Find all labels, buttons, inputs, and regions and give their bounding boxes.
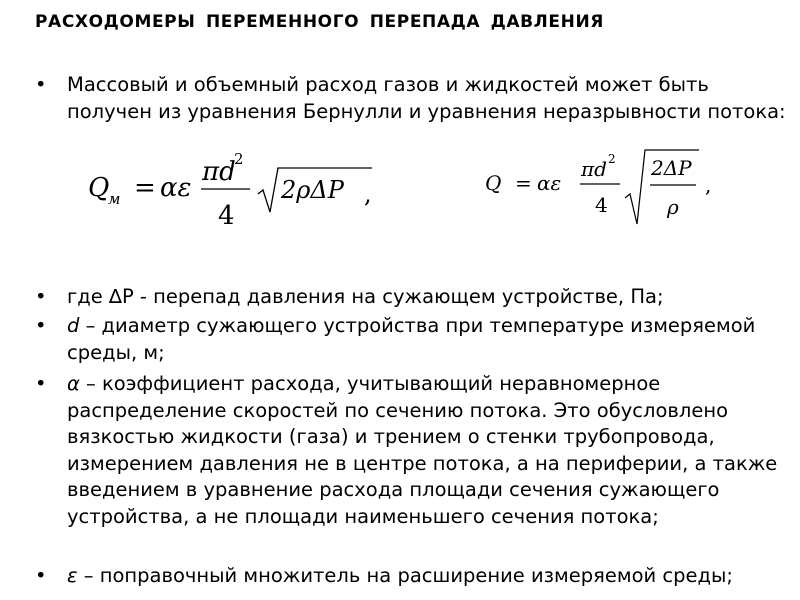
list-item-text xyxy=(67,563,795,590)
formula-mass-radicand: 2ρΔP xyxy=(281,176,344,204)
formula-volume-numerator: πd xyxy=(581,157,607,181)
list-item-description: – поправочный множитель на расширение измеряемой среды; xyxy=(77,564,733,587)
list-item-text xyxy=(67,284,795,311)
formula-volume-denominator: 4 xyxy=(595,193,608,217)
formula-mass-numerator: πd xyxy=(202,157,236,187)
formula-volume-coefficient: αε xyxy=(537,171,562,195)
list-item-text xyxy=(67,371,795,530)
bullet-marker: • xyxy=(35,285,47,308)
bullet-marker: • xyxy=(35,73,47,96)
formula-volume-trailing-comma: , xyxy=(705,173,712,197)
formula-volume-equals: = xyxy=(515,171,532,195)
formula-volume-lhs: Q xyxy=(485,171,502,195)
formula-volume-radicand-numerator: 2ΔP xyxy=(651,156,692,180)
list-item-symbol: d xyxy=(67,314,80,337)
formula-mass-trailing-comma: , xyxy=(364,180,372,208)
list-item xyxy=(35,313,795,366)
list-item xyxy=(35,284,795,311)
list-item xyxy=(35,371,795,530)
formula-volume-numerator-exponent: 2 xyxy=(608,152,616,166)
slide-title: РАСХОДОМЕРЫ ПЕРЕМЕННОГО ПЕРЕПАДА ДАВЛЕНИЯ xyxy=(35,12,604,32)
formula-mass-equals: = xyxy=(134,173,156,203)
list-item-text xyxy=(67,313,795,366)
list-item-description: – коэффициент расхода, учитывающий неравномерное распределение скоростей по сечению потока. Это обусловлено вязкостью жидкости (газа) и трением о стенки трубопровода, измерением давления не в центре потока, а на периферии, а также введением в уравнение расхода площади сечения сужающего устройства, а не площади наименьшего сечения потока; xyxy=(67,372,778,528)
bullet-marker: • xyxy=(35,564,47,587)
formula-mass-denominator: 4 xyxy=(218,201,235,231)
list-item xyxy=(35,563,795,590)
list-item-description: где ∆P - перепад давления на сужающем устройстве, Па; xyxy=(67,285,664,308)
formula-mass-coefficient: αε xyxy=(160,173,192,203)
formula-mass-lhs-subscript: м xyxy=(108,190,121,208)
list-item-description: – диаметр сужающего устройства при температуре измеряемой среды, м; xyxy=(67,314,756,364)
intro-text: Массовый и объемный расход газов и жидкостей может быть получен из уравнения Бернулли и уравнения неразрывности потока: xyxy=(67,73,786,123)
bullet-marker: • xyxy=(35,372,47,395)
formula-mass-numerator-exponent: 2 xyxy=(234,150,244,168)
bullet-marker: • xyxy=(35,314,47,337)
formula-volume-flow xyxy=(485,146,725,240)
intro-bullet xyxy=(35,72,795,125)
list-item-symbol: ε xyxy=(67,564,78,587)
formula-mass-flow xyxy=(88,146,388,240)
list-item-symbol: α xyxy=(67,372,80,395)
formula-volume-radicand-denominator: ρ xyxy=(667,195,679,219)
formula-mass-lhs: Q xyxy=(88,173,110,203)
